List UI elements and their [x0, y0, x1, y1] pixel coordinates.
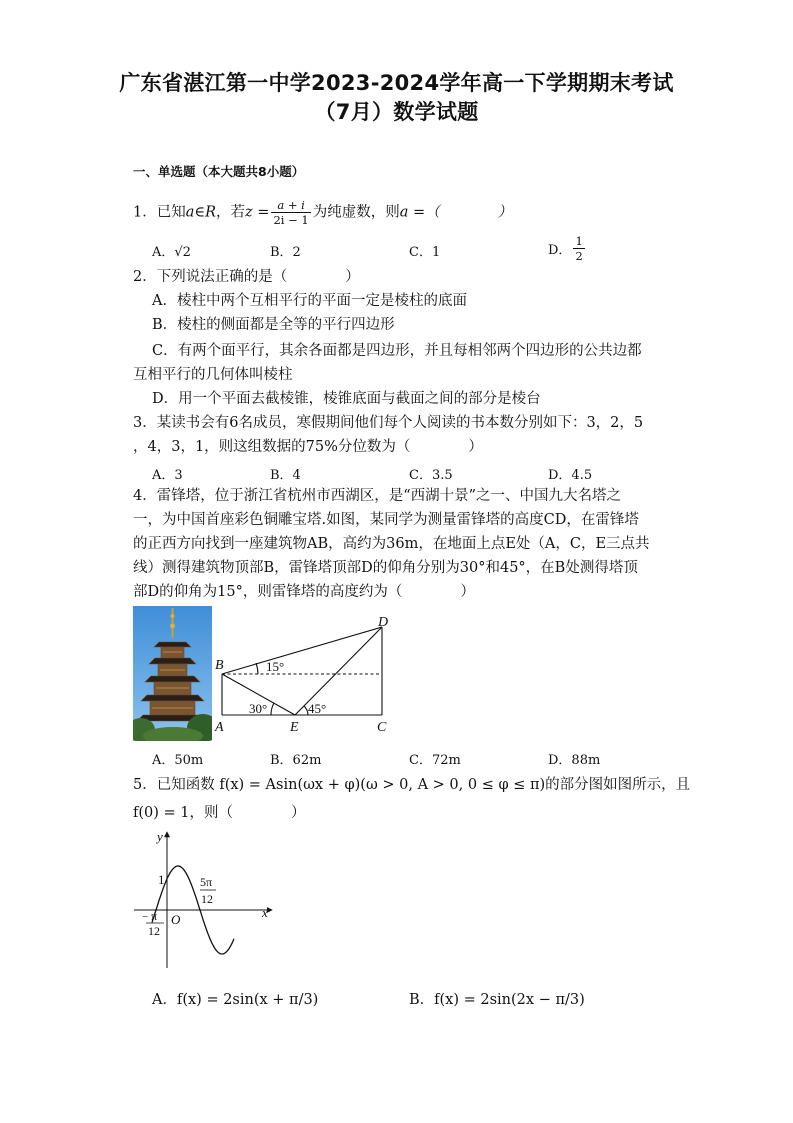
angle-45-label: 45° [308, 701, 327, 716]
q1-option-a[interactable]: A．√2 [152, 245, 191, 260]
angle-30-label: 30° [249, 701, 268, 716]
question-4-line2: 一，为中国首座彩色铜雕宝塔.如图，某同学为测量雷锋塔的高度CD，在雷锋塔 [133, 512, 639, 528]
q1-option-c[interactable]: C．1 [409, 245, 441, 260]
tick-5pi12-num: 5π [200, 875, 213, 889]
q3-option-a[interactable]: A．3 [152, 468, 183, 483]
question-2-stem: 2．下列说法正确的是（ ） [133, 269, 360, 285]
q1-option-b[interactable]: B．2 [270, 245, 301, 260]
fraction: $\frac{a + i}{2i - 1}$ [273, 198, 309, 227]
q4-option-d[interactable]: D．88m [548, 753, 601, 768]
tick-5pi12-den: 12 [201, 892, 213, 906]
question-5-line2: f(0) = 1，则（ ） [133, 805, 306, 821]
question-1-stem: 1．已知a∈R，若z = $\frac{a + i}{2i - 1}$ 为纯虚数，则a =（ ） [133, 198, 513, 227]
q4-geometry-figure [212, 612, 402, 736]
q3-option-c[interactable]: C．3.5 [409, 468, 453, 483]
label-c: C [377, 720, 387, 735]
angle-15-label: 15° [266, 659, 285, 674]
origin-label: O [171, 912, 181, 927]
question-4-line3: 的正西方向找到一座建筑物AB，高约为36m，在地面上点E处（A，C，E三点共 [133, 536, 650, 552]
q5-option-a[interactable]: A．f(x) = 2sin(x + π/3) [152, 992, 319, 1008]
page-subtitle: （7月）数学试题 [314, 100, 479, 124]
angle-arc-30 [271, 703, 274, 715]
page-title: 广东省湛江第一中学2023-2024学年高一下学期期末考试 [119, 71, 674, 95]
q1-option-d[interactable]: D． $\frac{1}{2}$ [548, 234, 583, 263]
q2-option-c[interactable]: C．有两个面平行，其余各面都是四边形，并且每相邻两个四边形的公共边都 [152, 343, 642, 359]
q3-option-d[interactable]: D．4.5 [548, 468, 593, 483]
q2-option-b[interactable]: B．棱柱的侧面都是全等的平行四边形 [152, 317, 395, 333]
q4-option-b[interactable]: B．62m [270, 753, 322, 768]
y-label: y [157, 829, 163, 844]
section-header: 一、单选题（本大题共8小题） [133, 164, 305, 179]
label-e: E [290, 720, 299, 735]
question-5-line1: 5．已知函数 f(x) = Asin(ωx + φ)(ω > 0, A > 0, 0 ≤ φ ≤ π)的部分图如图所示，且 [133, 777, 691, 793]
q2-option-a[interactable]: A．棱柱中两个互相平行的平面一定是棱柱的底面 [152, 293, 467, 309]
q2-option-d[interactable]: D．用一个平面去截棱锥，棱锥底面与截面之间的部分是棱台 [152, 391, 541, 407]
tick-pi12-sign: − [142, 911, 149, 923]
label-d: D [378, 615, 389, 630]
q4-option-a[interactable]: A．50m [152, 753, 204, 768]
q3-option-b[interactable]: B．4 [270, 468, 301, 483]
q2-option-c-cont: 互相平行的几何体叫棱柱 [133, 367, 293, 383]
question-3-line2: ，4，3，1，则这组数据的75%分位数为（ ） [133, 439, 483, 455]
tick-pi12-num: π [151, 909, 158, 923]
q4-option-c[interactable]: C．72m [409, 753, 461, 768]
question-3-line1: 3．某读书会有6名成员，寒假期间他们每个人阅读的书本数分别如下：3，2，5 [133, 415, 644, 431]
angle-arc-15 [256, 663, 258, 674]
label-a: A [215, 720, 224, 735]
q5-option-b[interactable]: B．f(x) = 2sin(2x − π/3) [409, 992, 585, 1008]
x-label: x [262, 905, 268, 920]
question-4-line5: 部D的仰角为15°，则雷锋塔的高度约为（ ） [133, 584, 475, 600]
question-4-line1: 4．雷锋塔，位于浙江省杭州市西湖区，是“西湖十景”之一、中国九大名塔之 [133, 488, 622, 504]
pagoda-photo [133, 606, 212, 741]
tick-pi12-den: 12 [148, 924, 160, 938]
q5-sine-graph [134, 828, 274, 973]
question-4-line4: 线）测得建筑物顶部B，雷锋塔顶部D的仰角分别为30°和45°，在B处测得塔顶 [133, 560, 638, 576]
one-label: 1 [158, 872, 165, 887]
label-b: B [215, 658, 224, 673]
